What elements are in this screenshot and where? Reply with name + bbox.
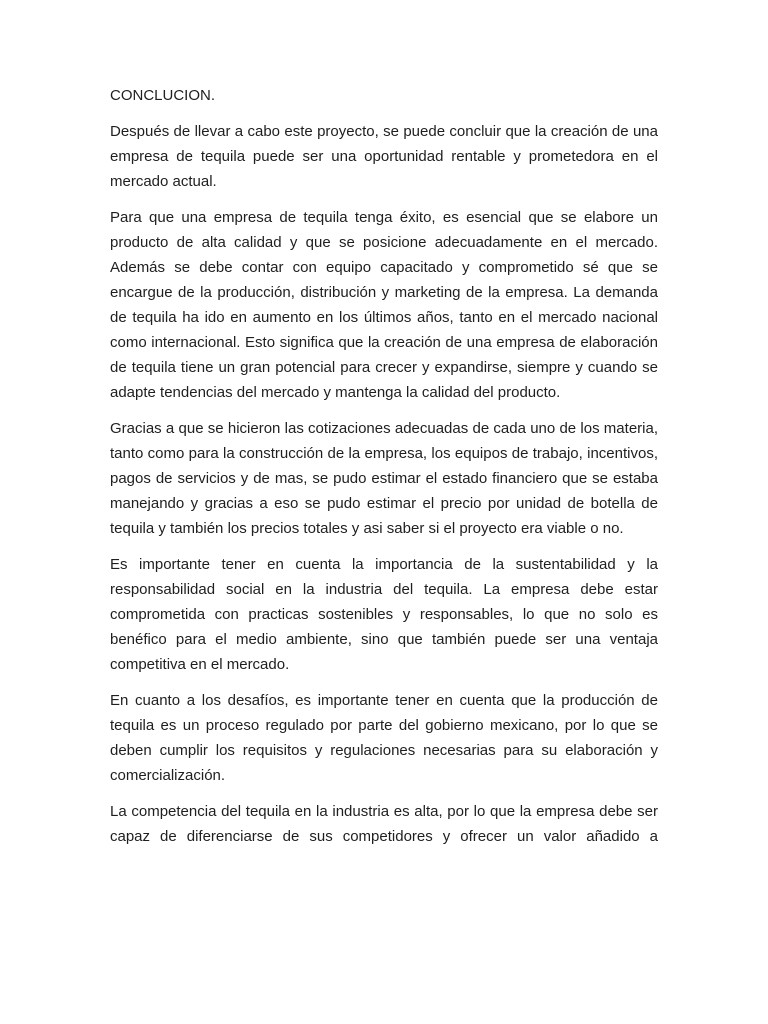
paragraph-1: Después de llevar a cabo este proyecto, se puede concluir que la creación de una empresa de tequila puede ser una oportunidad rentable y prometedora en el mercado actual.	[110, 123, 658, 190]
paragraph-2: Para que una empresa de tequila tenga éxito, es esencial que se elabore un producto de alta calidad y que se posicione adecuadamente en el mercado. Además se debe contar con equipo capacitado y comprometido sé que se encargue de la producción, distribución y marketing de la empresa. La demanda de tequila ha ido en aumento en los últimos años, tanto en el mercado nacional como internacional. Esto significa que la creación de una empresa de elaboración de tequila tiene un gran potencial para crecer y expandirse, siempre y cuando se adapte tendencias del mercado y mantenga la calidad del producto.	[110, 209, 658, 401]
paragraph-4: Es importante tener en cuenta la importancia de la sustentabilidad y la responsabilidad social en la industria del tequila. La empresa debe estar comprometida con practicas sostenibles y responsables, lo que no solo es benéfico para el medio ambiente, sino que también puede ser una ventaja competitiva en el mercado.	[110, 556, 658, 673]
document-body	[110, 83, 658, 860]
document-heading: CONCLUCION.	[110, 87, 216, 104]
paragraph-6: La competencia del tequila en la industria es alta, por lo que la empresa debe ser capaz de diferenciarse de sus competidores y ofrecer un valor añadido a	[110, 803, 658, 845]
paragraph-3: Gracias a que se hicieron las cotizaciones adecuadas de cada uno de los materia, tanto como para la construcción de la empresa, los equipos de trabajo, incentivos, pagos de servicios y de mas, se pudo estimar el estado financiero que se estaba manejando y gracias a eso se pudo estimar el precio por unidad de botella de tequila y también los precios totales y asi saber si el proyecto era viable o no.	[110, 420, 658, 537]
paragraph-5: En cuanto a los desafíos, es importante tener en cuenta que la producción de tequila es un proceso regulado por parte del gobierno mexicano, por lo que se deben cumplir los requisitos y regulaciones necesarias para su elaboración y comercialización.	[110, 692, 658, 784]
